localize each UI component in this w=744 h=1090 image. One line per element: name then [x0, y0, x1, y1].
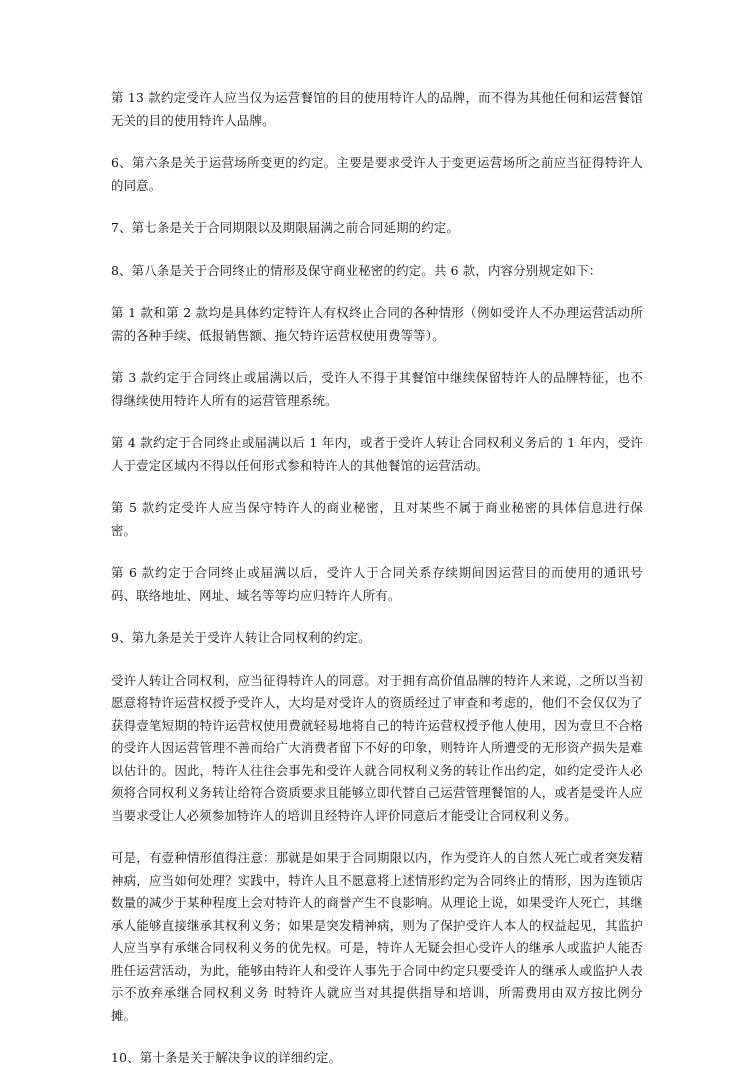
paragraph-clause-13: 第 13 款约定受许人应当仅为运营餐馆的目的使用特许人的品牌，而不得为其他任何和运营餐馆无关的目的使用特许人品牌。 [111, 90, 643, 128]
paragraph-article-9: 9、第九条是关于受许人转让合同权利的约定。 [111, 630, 371, 645]
document-body [111, 87, 643, 1090]
paragraph-clause-4: 第 4 款约定于合同终止或届满以后 1 年内，或者于受许人转让合同权利义务后的 1 年内，受许人于壹定区域内不得以任何形式参和特许人的其他餐馆的运营活动。 [111, 435, 643, 473]
paragraph-clause-5: 第 5 款约定受许人应当保守特许人的商业秘密，且对某些不属于商业秘密的具体信息进行保密。 [111, 500, 643, 538]
paragraph-clause-3: 第 3 款约定于合同终止或届满以后，受许人不得于其餐馆中继续保留特许人的品牌特征，也不得继续使用特许人所有的运营管理系统。 [111, 370, 643, 408]
paragraph-clause-6: 第 6 款约定于合同终止或届满以后，受许人于合同关系存续期间因运营目的而使用的通讯号码、联络地址、网址、域名等等均应归特许人所有。 [111, 565, 643, 603]
paragraph-transfer-rights: 受许人转让合同权利，应当征得特许人的同意。对于拥有高价值品牌的特许人来说，之所以当初愿意将特许运营权授予受许人，大均是对受许人的资质经过了审查和考虑的，他们不会仅仅为了获得壹笔短期的特许运营权使用费就轻易地将自己的特许运营权授予他人使用，因为壹旦不合格的受许人因运营管理不善而给广大消费者留下不好的印象，则特许人所遭受的无形资产损失是难以估计的。因此，特许人往往会事先和受许人就合同权利义务的转让作出约定，如约定受许人必须将合同权利义务转让给符合资质要求且能够立即代替自己运营管理餐馆的人，或者是受许人应当要求受让人必须参加特许人的培训且经特许人评价同意后才能受让合同权利义务。 [111, 672, 643, 823]
paragraph-article-7: 7、第七条是关于合同期限以及期限届满之前合同延期的约定。 [111, 220, 460, 235]
paragraph-article-8: 8、第八条是关于合同终止的情形及保守商业秘密的约定。共 6 款，内容分别规定如下： [111, 262, 602, 278]
paragraph-clause-1-2: 第 1 款和第 2 款均是具体约定特许人有权终止合同的各种情形（例如受许人不办理运营活动所需的各种手续、低报销售额、拖欠特许运营权使用费等等）。 [111, 305, 643, 343]
paragraph-article-10: 10、第十条是关于解决争议的详细约定。 [111, 1050, 342, 1065]
paragraph-special-case: 可是，有壹种情形值得注意：那就是如果于合同期限以内，作为受许人的自然人死亡或者突发精神病，应当如何处理？实践中，特许人且不愿意将上述情形约定为合同终止的情形，因为连锁店数量的减少于某种程度上会对特许人的商誉产生不良影响。从理论上说，如果受许人死亡，其继承人能够直接继承其权利义务；如果是突发精神病，则为了保护受许人本人的权益起见，其监护人应当享有承继合同权利义务的优先权。可是，特许人无疑会担心受许人的继承人或监护人能否胜任运营活动，为此，能够由特许人和受许人事先于合同中约定只要受许人的继承人或监护人表示不放弃承继合同权利义务 时特许人就应当对其提供指导和培训，所需费用由双方按比例分摊。 [111, 850, 643, 1023]
paragraph-article-6: 6、第六条是关于运营场所变更的约定。主要是要求受许人于变更运营场所之前应当征得特许人的同意。 [111, 155, 643, 193]
